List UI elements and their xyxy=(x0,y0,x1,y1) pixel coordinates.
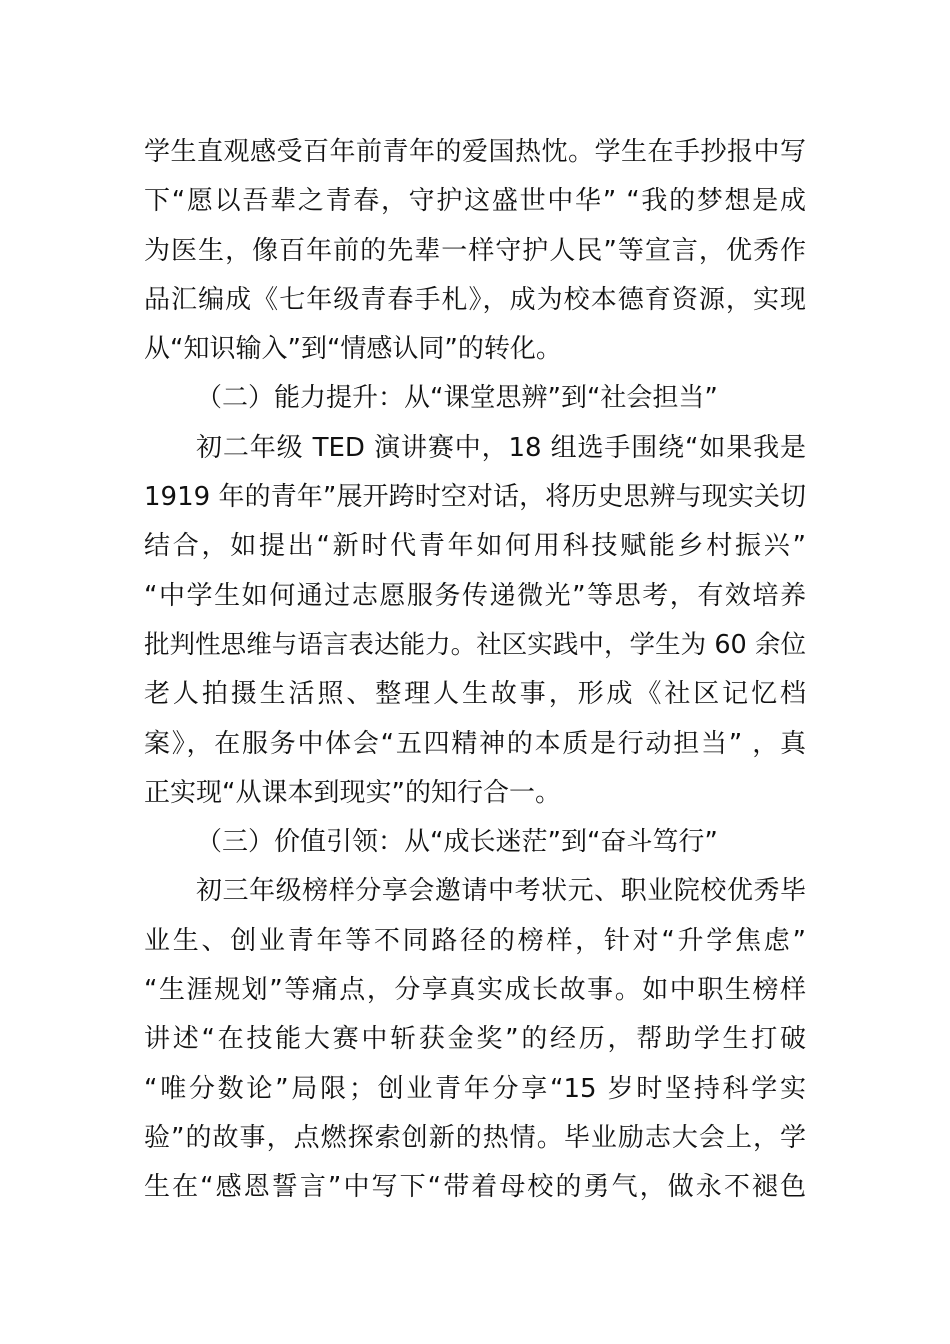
body-text xyxy=(144,128,806,1213)
text-line: 下“愿以吾辈之青春，守护这盛世中华” “我的梦想是成 xyxy=(144,186,806,217)
text-line: 初二年级 TED 演讲赛中，18 组选手围绕“如果我是 xyxy=(196,432,806,463)
text-line: 验”的故事，点燃探索创新的热情。毕业励志大会上，学 xyxy=(144,1122,806,1153)
text-line: 品汇编成《七年级青春手札》，成为校本德育资源，实现 xyxy=(144,284,806,315)
text-line: 生在“感恩誓言”中写下“带着母校的勇气，做永不褪色 xyxy=(144,1172,806,1203)
text-line: （三）价值引领：从“成长迷茫”到“奋斗笃行” xyxy=(196,827,718,858)
text-line: 业生、创业青年等不同路径的榜样，针对“升学焦虑” xyxy=(144,925,806,956)
text-line: “生涯规划”等痛点，分享真实成长故事。如中职生榜样 xyxy=(144,975,806,1006)
text-line: 为医生，像百年前的先辈一样守护人民”等宣言，优秀作 xyxy=(144,235,806,266)
text-line: 结合，如提出“新时代青年如何用科技赋能乡村振兴” xyxy=(144,531,806,562)
text-line: 老人拍摄生活照、整理人生故事，形成《社区记忆档 xyxy=(144,679,806,710)
text-line: “唯分数论”局限；创业青年分享“15 岁时坚持科学实 xyxy=(144,1073,806,1104)
text-line: 案》，在服务中体会“五四精神的本质是行动担当” ，真 xyxy=(144,728,806,759)
text-line: “中学生如何通过志愿服务传递微光”等思考，有效培养 xyxy=(144,580,806,611)
text-line: 初三年级榜样分享会邀请中考状元、职业院校优秀毕 xyxy=(196,876,806,907)
text-line: 讲述“在技能大赛中斩获金奖”的经历，帮助学生打破 xyxy=(144,1024,806,1055)
text-line: 批判性思维与语言表达能力。社区实践中，学生为 60 余位 xyxy=(144,629,806,660)
text-line: （二）能力提升：从“课堂思辨”到“社会担当” xyxy=(196,383,718,414)
text-line: 1919 年的青年”展开跨时空对话，将历史思辨与现实关切 xyxy=(144,482,806,513)
text-line: 学生直观感受百年前青年的爱国热忱。学生在手抄报中写 xyxy=(144,137,806,167)
text-line: 正实现“从课本到现实”的知行合一。 xyxy=(144,777,561,808)
text-line: 从“知识输入”到“情感认同”的转化。 xyxy=(144,334,562,365)
